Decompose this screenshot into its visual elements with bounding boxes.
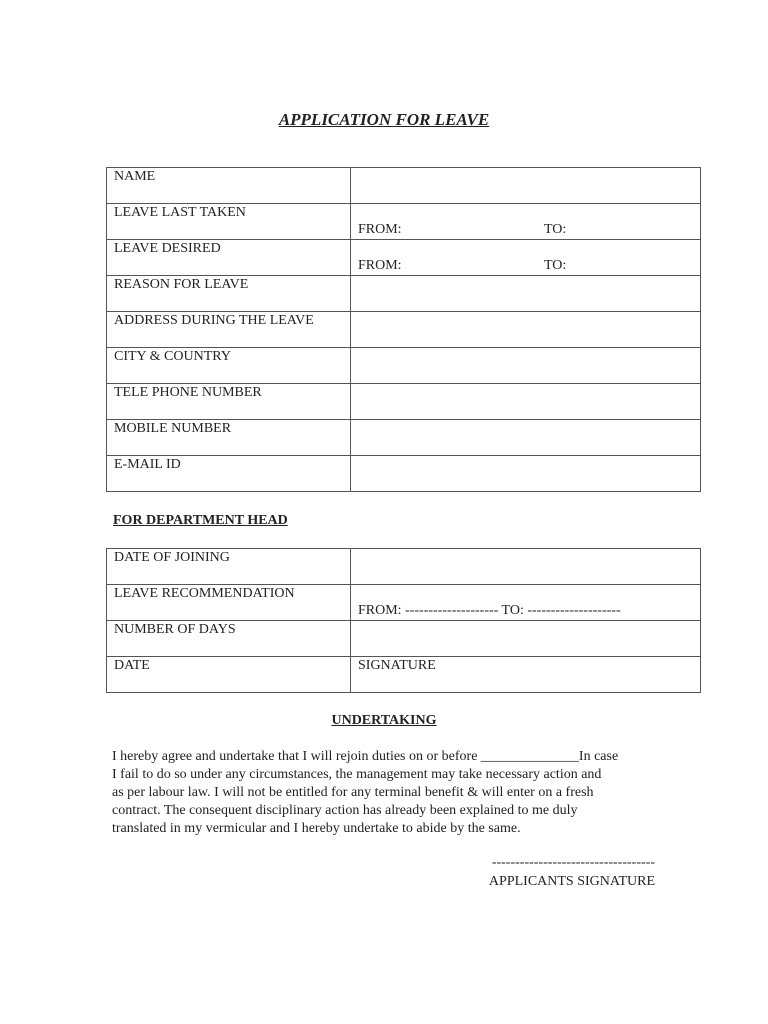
reason-for-leave-field[interactable] [351, 276, 701, 312]
signature-field[interactable] [351, 657, 701, 693]
table-row [107, 204, 701, 240]
table-row [107, 549, 701, 585]
leave-last-taken-to-label: TO: [544, 222, 567, 237]
table-row [107, 657, 701, 693]
table-row [107, 420, 701, 456]
department-head-table [106, 548, 701, 693]
leave-last-taken-field[interactable] [351, 204, 701, 240]
city-country-label: CITY & COUNTRY [114, 349, 231, 364]
table-row [107, 456, 701, 492]
date-of-joining-field[interactable] [351, 549, 701, 585]
reason-label-cell [107, 276, 351, 312]
date-label: DATE [114, 658, 150, 673]
undertaking-line: translated in my vermicular and I hereby undertake to abide by the same. [112, 821, 521, 836]
leave-desired-label: LEAVE DESIRED [114, 241, 221, 256]
telephone-number-label: TELE PHONE NUMBER [114, 385, 262, 400]
date-of-joining-label-cell [107, 549, 351, 585]
address-during-leave-label: ADDRESS DURING THE LEAVE [114, 313, 314, 328]
leave-recommendation-field[interactable] [351, 585, 701, 621]
date-of-joining-label: DATE OF JOINING [114, 550, 230, 565]
undertaking-paragraph [112, 748, 657, 838]
page-title: APPLICATION FOR LEAVE [278, 110, 490, 129]
name-field[interactable] [351, 168, 701, 204]
address-label-cell [107, 312, 351, 348]
leave-recommendation-label: LEAVE RECOMMENDATION [114, 586, 295, 601]
signature-line[interactable]: ----------------------------------- [491, 855, 655, 870]
applicants-signature-label: APPLICANTS SIGNATURE [488, 874, 655, 889]
name-label-cell [107, 168, 351, 204]
number-of-days-label-cell [107, 621, 351, 657]
table-row [107, 312, 701, 348]
undertaking-line: contract. The consequent disciplinary action has already been explained to me duly [112, 803, 578, 818]
leave-desired-from-label: FROM: [358, 258, 402, 273]
leave-last-taken-label-cell [107, 204, 351, 240]
table-row [107, 348, 701, 384]
table-row [107, 240, 701, 276]
table-row [107, 276, 701, 312]
leave-desired-label-cell [107, 240, 351, 276]
leave-desired-to-label: TO: [544, 258, 567, 273]
leave-recommendation-label-cell [107, 585, 351, 621]
mobile-number-field[interactable] [351, 420, 701, 456]
leave-last-taken-label: LEAVE LAST TAKEN [114, 205, 246, 220]
department-head-heading: FOR DEPARTMENT HEAD [113, 513, 288, 528]
table-row [107, 585, 701, 621]
reason-for-leave-label: REASON FOR LEAVE [114, 277, 249, 292]
undertaking-line: I fail to do so under any circumstances, the management may take necessary action and [112, 767, 602, 782]
mobile-label-cell [107, 420, 351, 456]
mobile-number-label: MOBILE NUMBER [114, 421, 232, 436]
signature-label: SIGNATURE [358, 658, 436, 673]
undertaking-heading: UNDERTAKING [331, 713, 437, 728]
leave-last-taken-from-label: FROM: [358, 222, 402, 237]
telephone-number-field[interactable] [351, 384, 701, 420]
city-country-label-cell [107, 348, 351, 384]
city-country-field[interactable] [351, 348, 701, 384]
table-row [107, 384, 701, 420]
name-label: NAME [114, 169, 156, 184]
undertaking-line: as per labour law. I will not be entitled for any terminal benefit & will enter on a fresh [112, 785, 594, 800]
email-id-field[interactable] [351, 456, 701, 492]
undertaking-line: I hereby agree and undertake that I will rejoin duties on or before ______________In case [112, 749, 619, 764]
table-row [107, 621, 701, 657]
date-label-cell[interactable] [107, 657, 351, 693]
address-during-leave-field[interactable] [351, 312, 701, 348]
number-of-days-label: NUMBER OF DAYS [114, 622, 236, 637]
table-row [107, 168, 701, 204]
leave-recommendation-from-to: FROM: -------------------- TO: -------------------- [358, 603, 621, 618]
telephone-label-cell [107, 384, 351, 420]
leave-desired-field[interactable] [351, 240, 701, 276]
number-of-days-field[interactable] [351, 621, 701, 657]
email-label-cell [107, 456, 351, 492]
applicant-details-table [106, 167, 701, 492]
email-id-label: E-MAIL ID [114, 457, 181, 472]
